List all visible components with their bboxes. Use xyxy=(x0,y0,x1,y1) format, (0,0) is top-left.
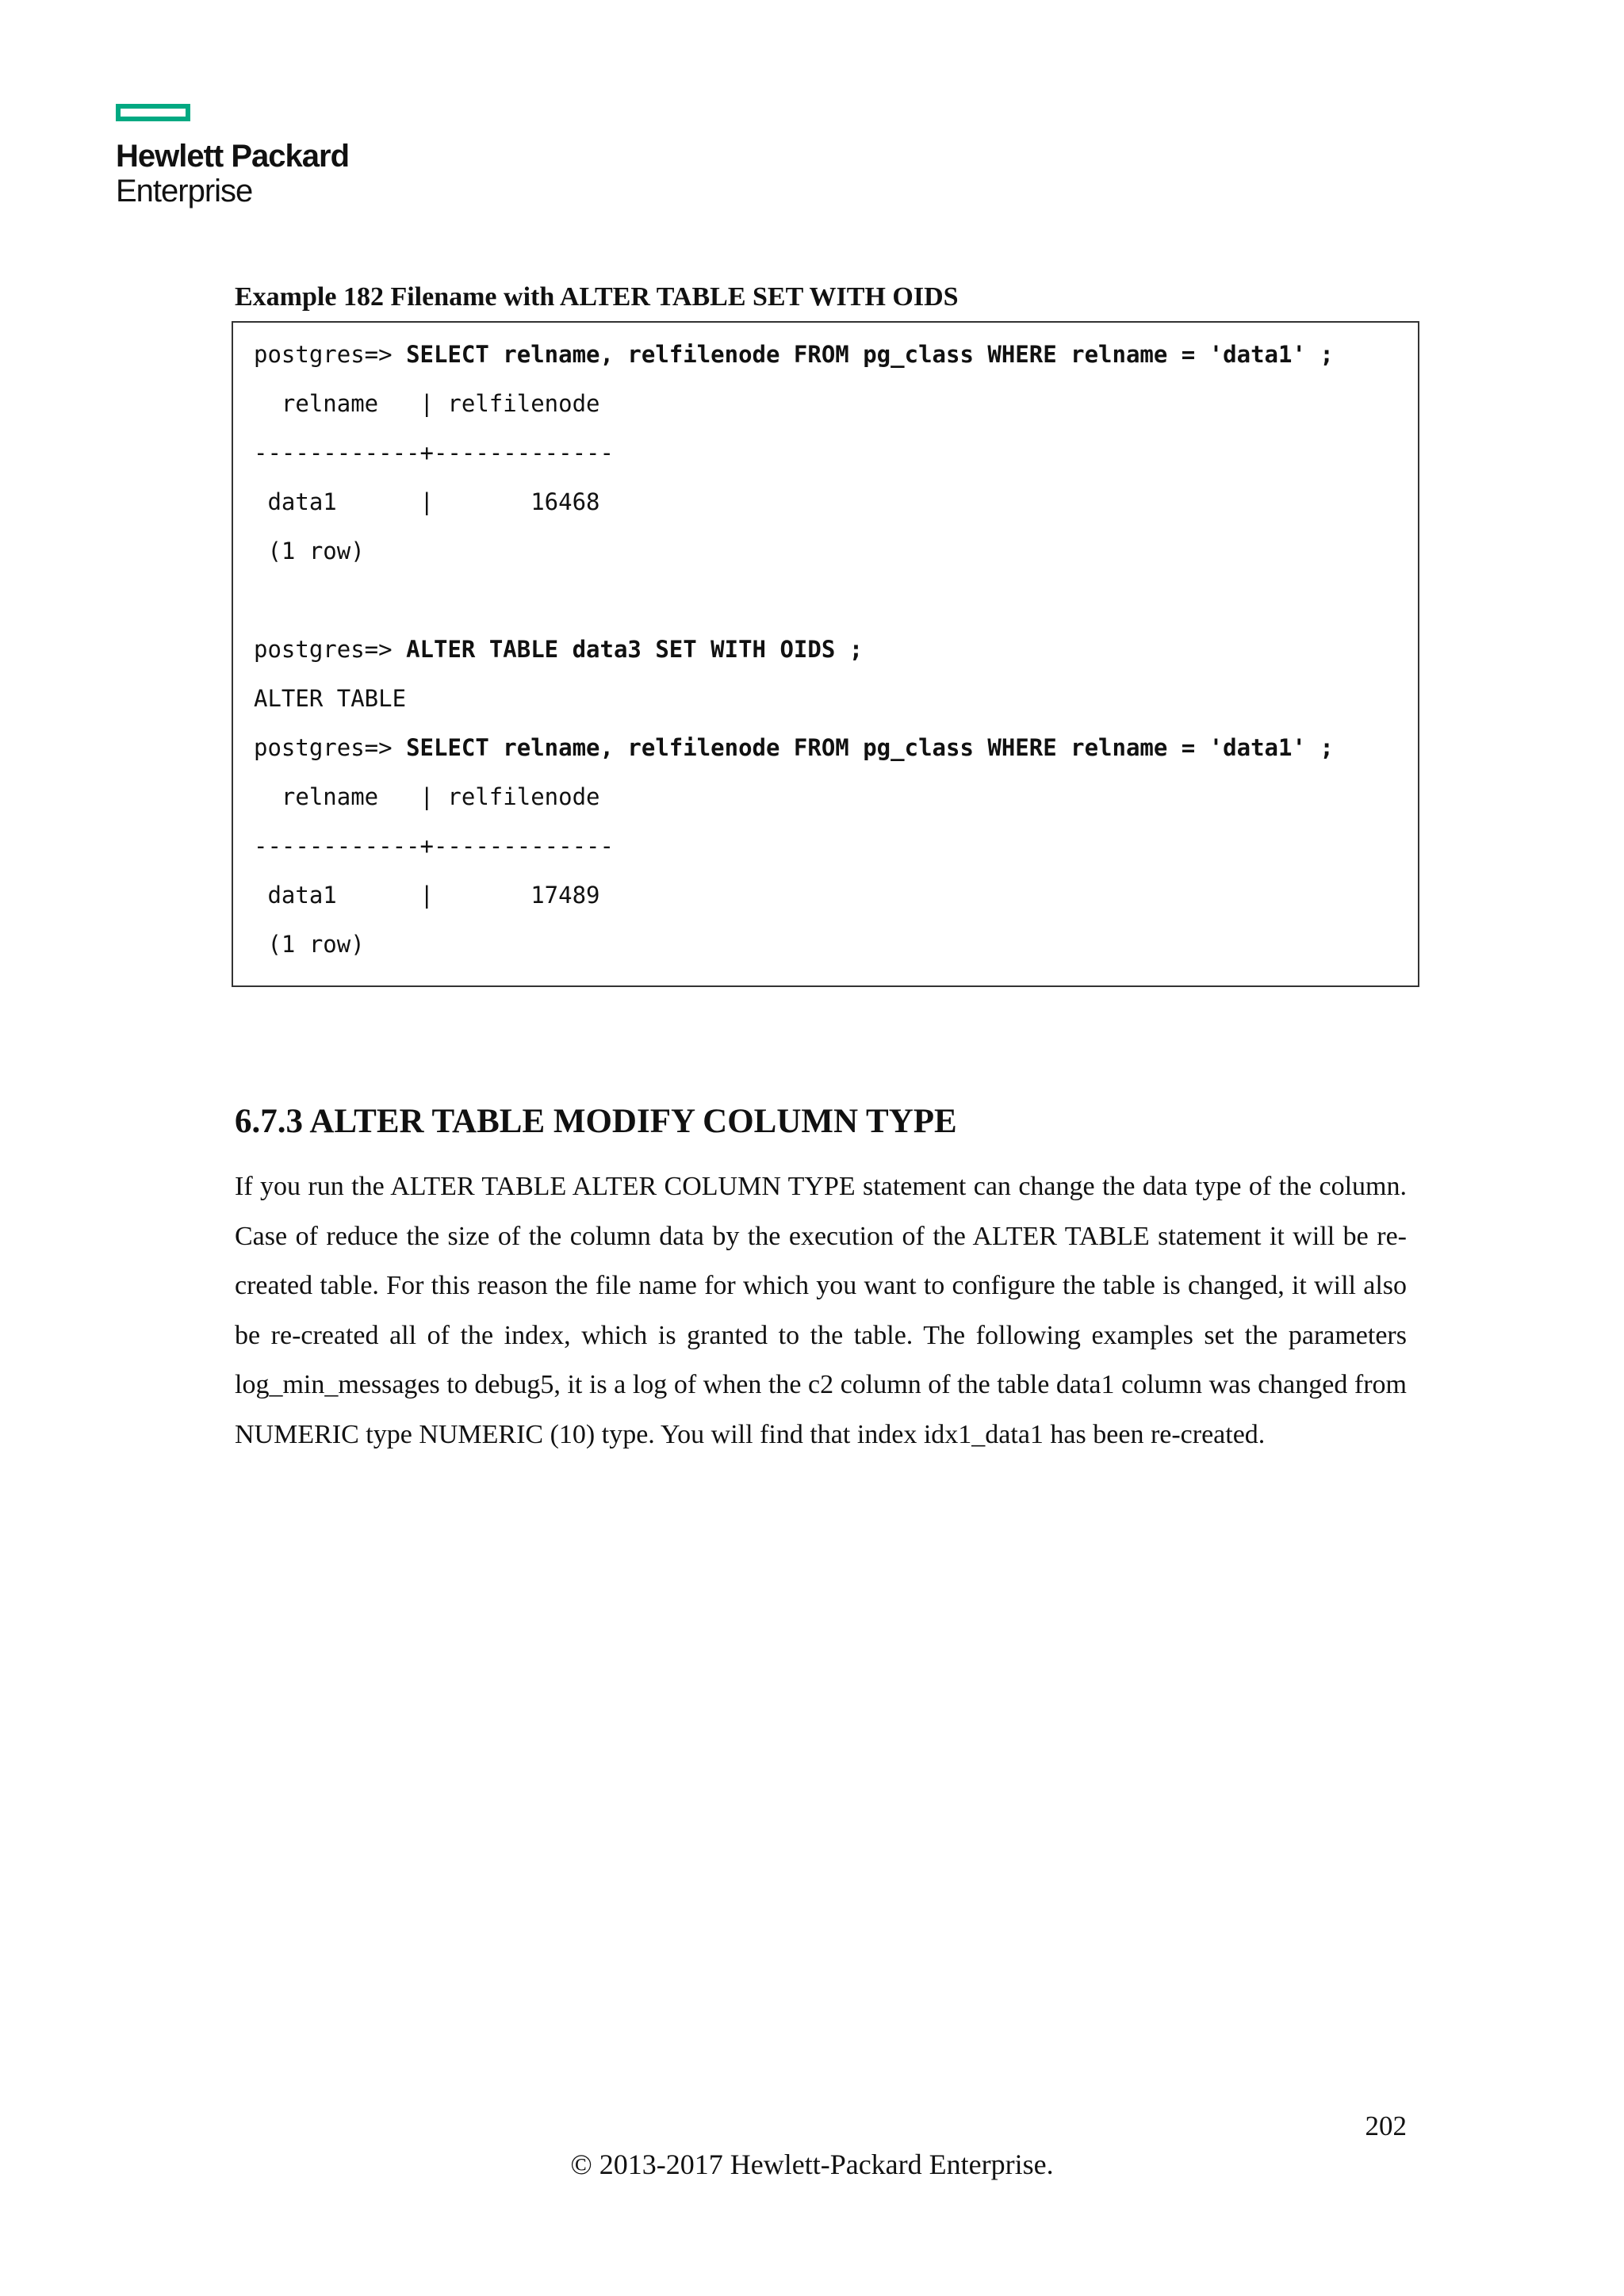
code-line: postgres=> ALTER TABLE data3 SET WITH OIDS ; xyxy=(254,636,864,663)
code-line: (1 row) xyxy=(254,538,365,564)
page-number: 202 xyxy=(1365,2110,1407,2141)
code-line: relname | relfilenode xyxy=(254,390,600,417)
code-line: data1 | 16468 xyxy=(254,488,600,515)
code-line: ------------+------------- xyxy=(254,439,614,466)
code-line: ALTER TABLE xyxy=(254,685,407,712)
code-line: (1 row) xyxy=(254,931,365,958)
code-line: postgres=> SELECT relname, relfilenode FROM pg_class WHERE relname = 'data1' ; xyxy=(254,734,1334,761)
logo-text-line1: Hewlett Packard xyxy=(116,139,350,174)
hpe-logo xyxy=(116,104,349,209)
copyright-footer: © 2013-2017 Hewlett-Packard Enterprise. xyxy=(570,2149,1054,2180)
code-line: postgres=> SELECT relname, relfilenode FROM pg_class WHERE relname = 'data1' ; xyxy=(254,341,1334,368)
code-line: relname | relfilenode xyxy=(254,783,600,810)
hpe-logo-mark xyxy=(116,104,190,121)
code-line: data1 | 17489 xyxy=(254,882,600,909)
body-paragraph: If you run the ALTER TABLE ALTER COLUMN TYPE statement can change the data type of the column. Case of reduce the size of the column data by the execution of the ALTER TABLE statement it will be re-created table. For this reason the file name for which you want to configure the table is changed, it will also be re-created all of the index, which is granted to the table. The following examples set the parameters log_min_messages to debug5, it is a log of when the c2 column of the table data1 column was changed from NUMERIC type NUMERIC (10) type. You will find that index idx1_data1 has been re-created. xyxy=(235,1172,1407,1449)
section-heading: 6.7.3 ALTER TABLE MODIFY COLUMN TYPE xyxy=(235,1103,957,1140)
logo-text-line2: Enterprise xyxy=(116,174,253,209)
code-block xyxy=(232,321,1419,987)
example-caption: Example 182 Filename with ALTER TABLE SET WITH OIDS xyxy=(235,282,959,312)
code-line: ------------+------------- xyxy=(254,832,614,859)
